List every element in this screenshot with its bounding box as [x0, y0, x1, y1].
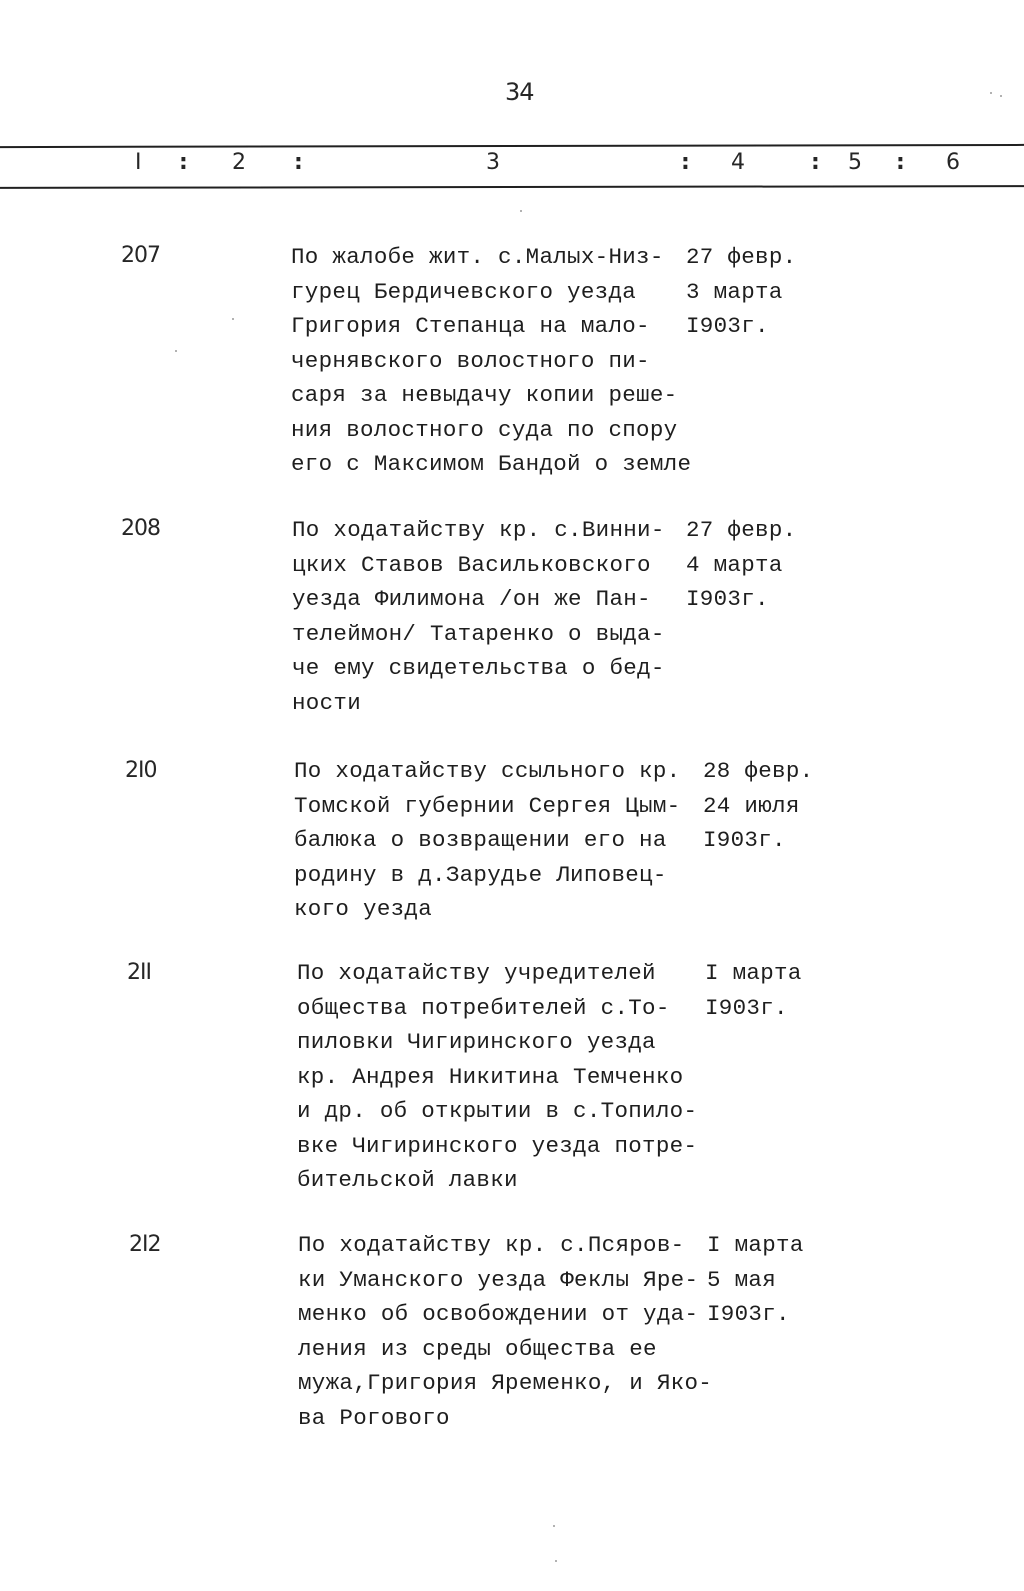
- entry-dates: [703, 754, 813, 858]
- description-line: балюка о возвращении его на: [294, 827, 667, 853]
- description-line: вке Чигиринского уезда потре-: [297, 1132, 698, 1159]
- scan-speck: [232, 318, 234, 320]
- entry-number: 2I0: [125, 758, 157, 783]
- description-line: чернявского волостного пи-: [291, 347, 650, 374]
- scan-speck: [175, 350, 177, 352]
- date-line: 4 марта: [686, 551, 783, 578]
- description-line: По жалобе жит. с.Малых-Низ-: [291, 244, 664, 270]
- description-line: ности: [292, 689, 362, 716]
- date-line: 24 июля: [703, 792, 800, 819]
- column-header-2: 2: [232, 150, 246, 175]
- entry-description: [292, 513, 712, 720]
- date-line: I903г.: [703, 827, 786, 853]
- scan-speck: [1000, 95, 1002, 97]
- entry-description: [294, 754, 714, 927]
- description-line: По ходатайству кр. с.Псяров-: [298, 1232, 685, 1258]
- column-separator: :: [681, 150, 690, 175]
- date-line: 3 марта: [686, 278, 783, 305]
- entry-number: 208: [121, 516, 160, 541]
- description-line: ва Рогового: [298, 1404, 450, 1431]
- column-separator: :: [811, 150, 820, 175]
- description-line: уезда Филимона /он же Пан-: [292, 586, 651, 612]
- date-line: 5 мая: [707, 1266, 777, 1293]
- description-line: кого уезда: [294, 896, 433, 922]
- description-line: и др. об открытии в с.Топило-: [297, 1098, 698, 1124]
- date-line: I марта: [707, 1232, 804, 1258]
- entry-dates: [686, 513, 796, 617]
- scan-speck: [990, 92, 992, 94]
- header-top-rule: [0, 144, 1024, 148]
- description-line: его с Максимом Бандой о земле: [291, 451, 692, 477]
- entry-number: 2I2: [129, 1232, 161, 1257]
- entry-dates: [686, 240, 796, 344]
- page-number: 34: [505, 78, 534, 106]
- entry-number: 2II: [127, 960, 151, 985]
- entry-description: [298, 1228, 718, 1435]
- column-header-4: 4: [731, 150, 745, 175]
- entry-description: [297, 956, 717, 1198]
- column-header-1: I: [135, 150, 142, 175]
- description-line: Томской губернии Сергея Цым-: [294, 792, 681, 819]
- description-line: мужа,Григория Яременко, и Яко-: [298, 1370, 713, 1396]
- scan-speck: [555, 1560, 557, 1562]
- date-line: I903г.: [686, 313, 769, 339]
- description-line: че ему свидетельства о бед-: [292, 655, 665, 681]
- description-line: пиловки Чигиринского уезда: [297, 1029, 656, 1055]
- date-line: I903г.: [707, 1301, 790, 1327]
- column-separator: :: [294, 150, 303, 175]
- description-line: родину в д.Зарудье Липовец-: [294, 861, 667, 888]
- description-line: гурец Бердичевского уезда: [291, 278, 637, 305]
- description-line: По ходатайству кр. с.Винни-: [292, 517, 665, 543]
- description-line: Григория Степанца на мало-: [291, 313, 650, 339]
- column-header-6: 6: [946, 150, 960, 175]
- date-line: I903г.: [705, 994, 788, 1021]
- description-line: саря за невыдачу копии реше-: [291, 382, 678, 408]
- entry-dates: [707, 1228, 804, 1332]
- scan-speck: [553, 1525, 555, 1527]
- description-line: ния волостного суда по спору: [291, 416, 678, 443]
- date-line: 28 февр.: [703, 758, 814, 784]
- entry-dates: [705, 956, 802, 1025]
- description-line: цких Ставов Васильковского: [292, 551, 651, 578]
- description-line: общества потребителей с.То-: [297, 994, 670, 1021]
- description-line: бительской лавки: [297, 1167, 518, 1193]
- description-line: По ходатайству ссыльного кр.: [294, 758, 681, 784]
- description-line: ления из среды общества ее: [298, 1335, 657, 1362]
- description-line: кр. Андрея Никитина Темченко: [297, 1063, 684, 1090]
- entry-number: 207: [121, 243, 160, 268]
- entry-description: [291, 240, 711, 482]
- column-header-3: 3: [486, 150, 500, 175]
- date-line: 27 февр.: [686, 244, 797, 270]
- date-line: 27 февр.: [686, 517, 797, 543]
- description-line: ки Уманского уезда Феклы Яре-: [298, 1266, 699, 1293]
- column-separator: :: [896, 150, 905, 175]
- column-header-5: 5: [848, 150, 862, 175]
- header-bottom-rule: [0, 185, 1024, 189]
- description-line: По ходатайству учредителей: [297, 960, 656, 986]
- date-line: I марта: [705, 960, 802, 986]
- description-line: телеймон/ Татаренко о выда-: [292, 620, 665, 647]
- column-separator: :: [179, 150, 188, 175]
- description-line: менко об освобождении от уда-: [298, 1301, 699, 1327]
- scan-speck: [520, 210, 522, 212]
- date-line: I903г.: [686, 586, 769, 612]
